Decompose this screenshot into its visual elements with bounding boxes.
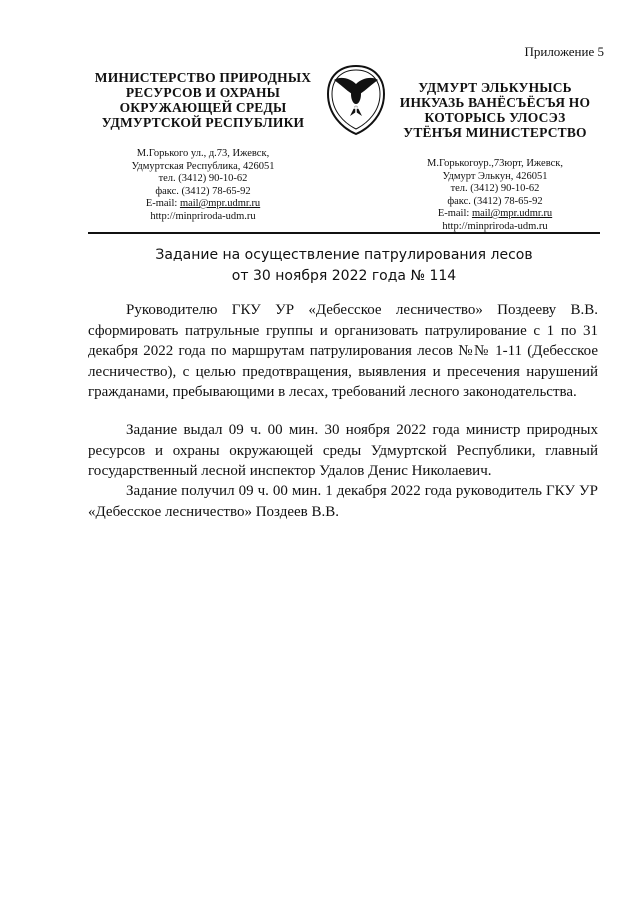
ministry-name-line: ОКРУЖАЮЩЕЙ СРЕДЫ (119, 100, 287, 115)
ministry-name-line: МИНИСТЕРСТВО ПРИРОДНЫХ (94, 70, 312, 85)
address-line: М.Горькогоур.,73юрт, Ижевск, (426, 158, 563, 169)
phone-line: тел. (3412) 90-10-62 (450, 183, 540, 194)
website-link[interactable]: http://minpriroda-udm.ru (442, 220, 548, 232)
email-line (390, 208, 600, 221)
contacts-udmurt (390, 158, 600, 233)
ministry-name-line: УТЁНЪЯ МИНИСТЕРСТВО (403, 125, 587, 140)
header-divider (88, 232, 600, 234)
document-title (88, 245, 600, 287)
email-label: E-mail: (145, 198, 180, 209)
ministry-name-udmurt (390, 80, 600, 140)
ministry-russian-block (88, 70, 318, 223)
ministry-name-line: ИНКУАЗЬ ВАНЁСЪЁСЪЯ НО (399, 95, 591, 110)
paragraph-text: Руководителю ГКУ УР «Дебесское лесничество» Поздееву В.В. сформировать патрульные группы и организовать патрулирование с 1 по 31 декабря 2022 года по маршрутам патрулирования лесов №№ 1-11 (Дебесское лесничество), с целью предотвращения, выявления и пресечения нарушений гражданами, пребывающими в лесах, требований лесного законодательства. (88, 302, 598, 400)
title-date-line: от 30 ноября 2022 года № 114 (231, 268, 457, 284)
body-paragraph-issued (88, 420, 598, 482)
address-line: М.Горького ул., д.73, Ижевск, (136, 148, 270, 159)
ministry-name-line: УДМУРТСКОЙ РЕСПУБЛИКИ (101, 115, 305, 130)
ministry-name-russian (88, 70, 318, 130)
phone-line: тел. (3412) 90-10-62 (158, 173, 248, 184)
email-link[interactable]: mail@mpr.udmr.ru (179, 198, 261, 209)
paragraph-text: Задание выдал 09 ч. 00 мин. 30 ноября 2022 года министр природных ресурсов и охраны окружающей среды Удмуртской Республики, главный государственный лесной инспектор Удалов Денис Николаевич. (88, 422, 598, 479)
body-paragraph-received (88, 481, 598, 522)
email-line (88, 198, 318, 211)
ministry-udmurt-block (390, 80, 600, 233)
ministry-name-line: УДМУРТ ЭЛЬКУНЫСЬ (418, 80, 572, 95)
website-link[interactable]: http://minpriroda-udm.ru (150, 210, 256, 222)
body-paragraph-assignment (88, 300, 598, 403)
fax-line: факс. (3412) 78-65-92 (155, 185, 251, 197)
email-label: E-mail: (437, 208, 472, 219)
email-link[interactable]: mail@mpr.udmr.ru (471, 208, 553, 219)
title-line: Задание на осуществление патрулирования лесов (155, 247, 533, 263)
ministry-name-line: РЕСУРСОВ И ОХРАНЫ (125, 85, 281, 100)
udmurt-emblem-icon (326, 64, 386, 136)
ministry-name-line: КОТОРЫСЬ УЛОСЭЗ (424, 110, 566, 125)
paragraph-text: Задание получил 09 ч. 00 мин. 1 декабря 2022 года руководитель ГКУ УР «Дебесское лесничество» Поздеев В.В. (88, 483, 598, 520)
appendix-label: Приложение 5 (524, 44, 604, 59)
fax-line: факс. (3412) 78-65-92 (447, 195, 543, 207)
letterhead (88, 70, 600, 230)
address-line: Удмуртская Республика, 426051 (131, 160, 275, 172)
address-line: Удмурт Элькун, 426051 (442, 170, 548, 182)
contacts-russian (88, 148, 318, 223)
